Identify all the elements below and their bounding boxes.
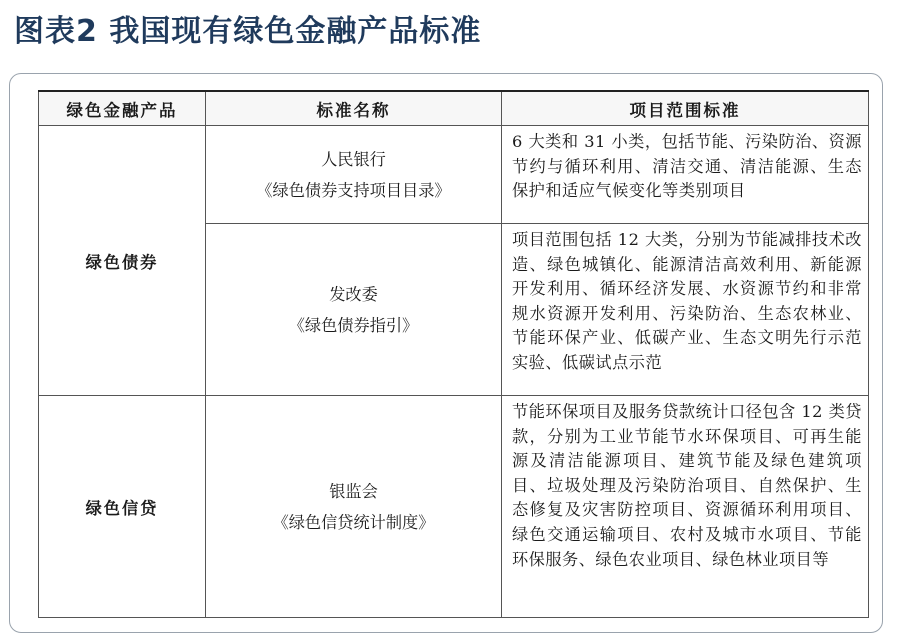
standards-table bbox=[38, 90, 869, 618]
scope-cell: 节能环保项目及服务贷款统计口径包含 12 类贷款，分别为工业节能节水环保项目、可再生能源及清洁能源项目、建筑节能及绿色建筑项目、垃圾处理及污染防治项目、自然保护、生态修复及灾害防控项目、资源循环利用项目、绿色交通运输项目、农村及城市水项目、节能环保服务、绿色农业项目、绿色林业项目等 bbox=[502, 396, 869, 618]
category-green-credit: 绿色信贷 bbox=[39, 396, 206, 618]
table-header-row bbox=[39, 91, 869, 126]
issuer: 银监会 bbox=[329, 481, 378, 501]
header-product: 绿色金融产品 bbox=[39, 91, 206, 126]
scope-cell: 项目范围包括 12 大类，分别为节能减排技术改造、绿色城镇化、能源清洁高效利用、新能源开发利用、循环经济发展、水资源节约和非常规水资源开发利用、污染防治、生态农林业、节能环保产业、低碳产业、生态文明先行示范实验、低碳试点示范 bbox=[502, 224, 869, 396]
standard-title: 《绿色信贷统计制度》 bbox=[272, 512, 435, 532]
scope-cell: 6 大类和 31 小类，包括节能、污染防治、资源节约与循环利用、清洁交通、清洁能源、生态保护和适应气候变化等类别项目 bbox=[502, 126, 869, 224]
issuer: 人民银行 bbox=[321, 149, 386, 169]
standard-title: 《绿色债券指引》 bbox=[288, 315, 419, 335]
standard-name-cell bbox=[206, 126, 502, 224]
standard-name-cell bbox=[206, 396, 502, 618]
header-standard-name: 标准名称 bbox=[206, 91, 502, 126]
standard-title: 《绿色债券支持项目目录》 bbox=[256, 180, 451, 200]
figure-title: 图表2 我国现有绿色金融产品标准 bbox=[14, 14, 482, 49]
table-row bbox=[39, 126, 869, 224]
issuer: 发改委 bbox=[329, 284, 378, 304]
category-green-bonds: 绿色债券 bbox=[39, 126, 206, 396]
standard-name-cell bbox=[206, 224, 502, 396]
header-scope: 项目范围标准 bbox=[502, 91, 869, 126]
table-row bbox=[39, 396, 869, 618]
